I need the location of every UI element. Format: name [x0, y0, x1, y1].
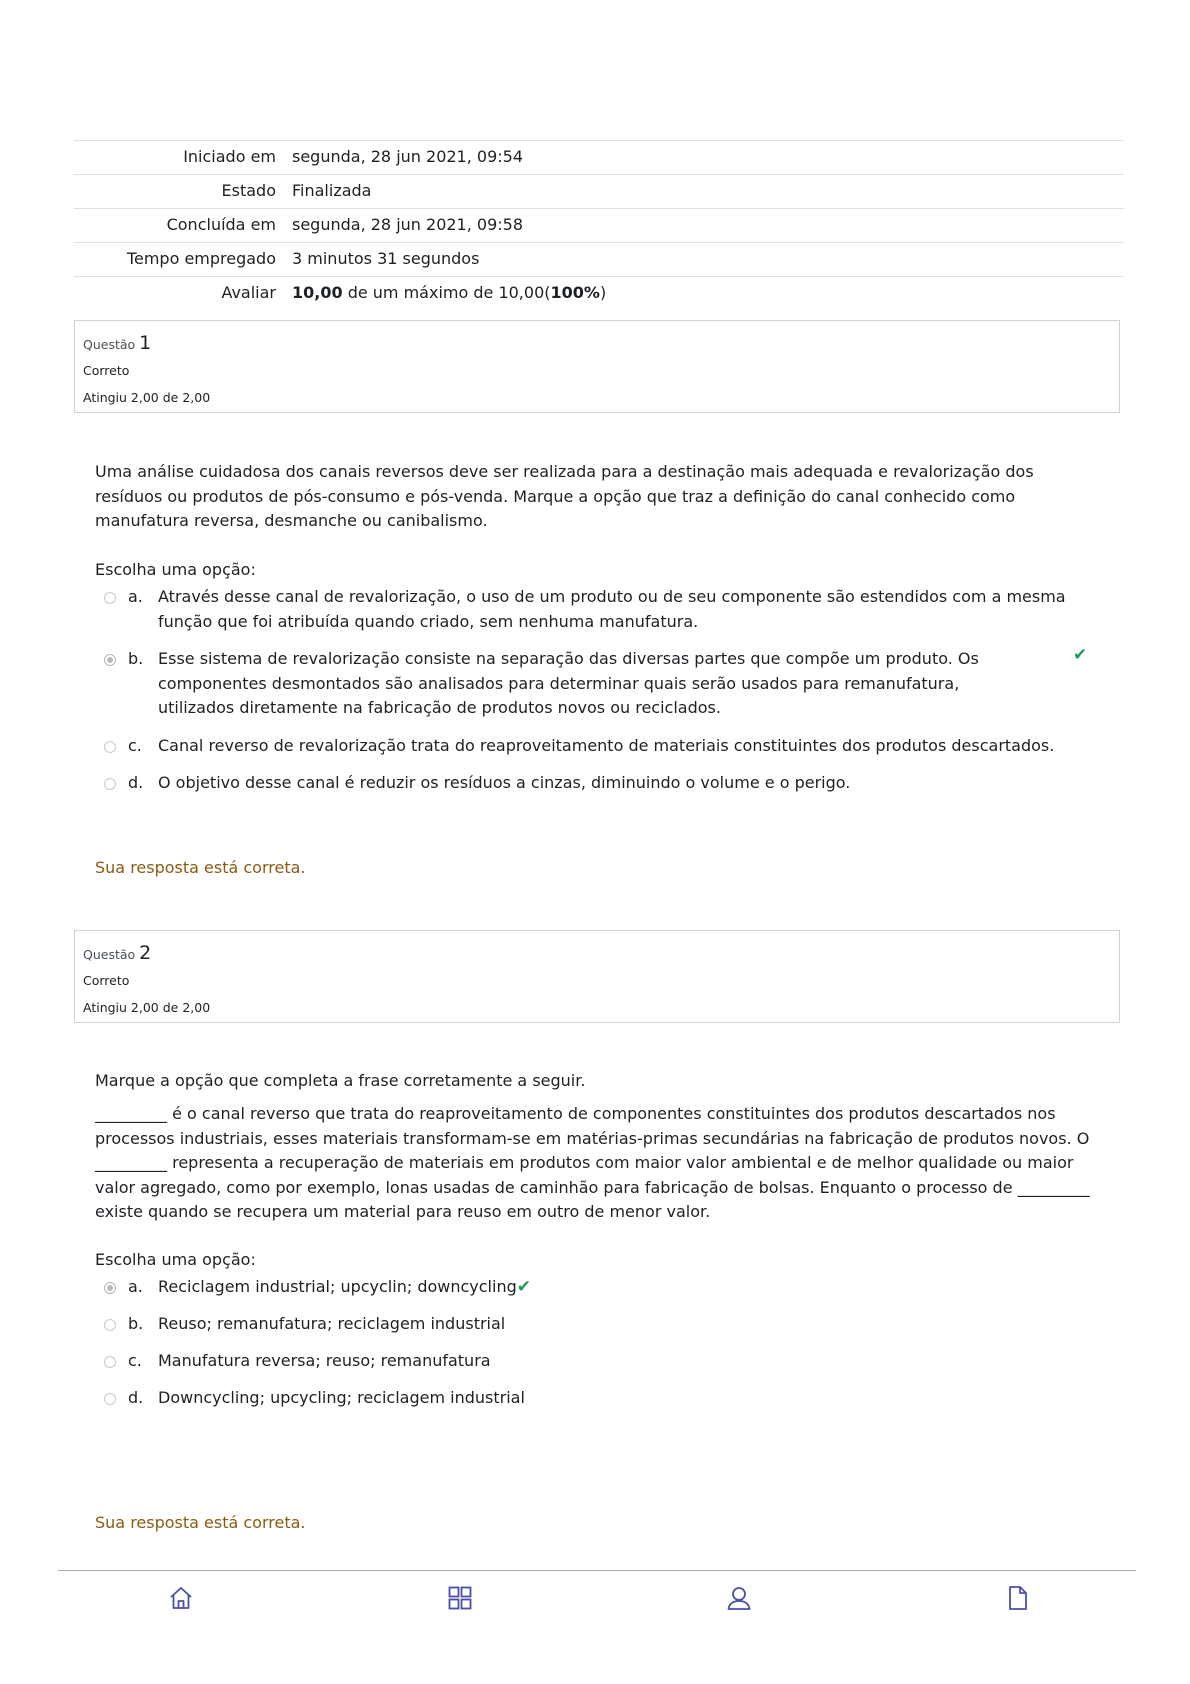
option-text-wrap: [158, 1275, 1094, 1300]
summary-row-started: [74, 141, 1124, 175]
summary-label: Estado: [221, 181, 276, 200]
check-icon: ✔: [516, 1277, 531, 1297]
grade-score: 10,00: [292, 283, 343, 302]
option-letter: d.: [128, 773, 144, 792]
radio-button[interactable]: [104, 778, 116, 790]
summary-row-state: [74, 175, 1124, 209]
summary-row-completed: [74, 209, 1124, 243]
question-label: Questão: [83, 947, 136, 962]
option-letter: c.: [128, 1351, 142, 1370]
question-1-option-d[interactable]: [104, 771, 1094, 796]
radio-button-selected[interactable]: [104, 1282, 116, 1294]
question-2-option-c[interactable]: [104, 1349, 1094, 1374]
check-icon: ✔: [1073, 645, 1088, 665]
user-icon[interactable]: [725, 1584, 753, 1612]
summary-row-time: [74, 243, 1124, 277]
question-status: Correto: [83, 363, 130, 378]
question-1-info: [74, 320, 1120, 413]
radio-button[interactable]: [104, 741, 116, 753]
question-1-option-a[interactable]: [104, 585, 1094, 634]
home-icon[interactable]: [167, 1584, 195, 1612]
bottom-nav-divider: [58, 1570, 1136, 1571]
question-2-info: [74, 930, 1120, 1023]
question-1-option-b[interactable]: [104, 647, 1094, 721]
attempt-summary-table: [74, 140, 1124, 310]
option-letter: a.: [128, 587, 143, 606]
question-2-option-a[interactable]: [104, 1275, 1094, 1300]
question-1-feedback: Sua resposta está correta.: [95, 858, 306, 877]
option-text: Canal reverso de revalorização trata do reaproveitamento de materiais constituintes dos produtos descartados.: [158, 736, 1055, 755]
question-mark: Atingiu 2,00 de 2,00: [83, 390, 211, 405]
question-number-value: 1: [139, 332, 152, 354]
question-1-text: Uma análise cuidadosa dos canais reversos deve ser realizada para a destinação mais adequada e revalorização dos resíduos ou produtos de pós-consumo e pós-venda. Marque a opção que traz a definição do canal conhecido como manufatura reversa, desmanche ou canibalismo.: [95, 462, 1034, 530]
question-number: [83, 329, 1119, 357]
summary-label: Concluída em: [166, 215, 276, 234]
summary-value: 3 minutos 31 segundos: [292, 249, 480, 268]
option-text: Manufatura reversa; reuso; remanufatura: [158, 1351, 491, 1370]
summary-value: segunda, 28 jun 2021, 09:54: [292, 147, 524, 166]
grade-end: ): [599, 283, 607, 302]
grade-percent: 100%: [550, 283, 600, 302]
question-number-value: 2: [139, 942, 152, 964]
radio-button-selected[interactable]: [104, 654, 116, 666]
document-icon[interactable]: [1004, 1584, 1032, 1612]
question-1-option-c[interactable]: [104, 734, 1094, 759]
question-2-option-d[interactable]: [104, 1386, 1094, 1411]
option-text: Downcycling; upcycling; reciclagem industrial: [158, 1388, 525, 1407]
option-text: Reciclagem industrial; upcyclin; downcycling: [158, 1277, 517, 1296]
grid-icon[interactable]: [446, 1584, 474, 1612]
question-2-prompt: Escolha uma opção:: [95, 1250, 256, 1269]
option-letter: a.: [128, 1277, 143, 1296]
radio-button[interactable]: [104, 592, 116, 604]
option-text: Reuso; remanufatura; reciclagem industrial: [158, 1314, 506, 1333]
option-letter: d.: [128, 1388, 144, 1407]
question-2-text: _________ é o canal reverso que trata do reaproveitamento de componentes constituintes dos produtos descartados nos processos industriais, esses materiais transformam-se em matérias-primas secundárias na fabricação de produtos novos. O _________ representa a recuperação de materiais em produtos com maior valor ambiental e de melhor qualidade ou maior valor agregado, como por exemplo, lonas usadas de caminhão para fabricação de bolsas. Enquanto o processo de _________ existe quando se recupera um material para reuso em outro de menor valor.: [95, 1104, 1090, 1221]
radio-button[interactable]: [104, 1393, 116, 1405]
question-2-option-b[interactable]: [104, 1312, 1094, 1337]
question-status: Correto: [83, 973, 130, 988]
question-2-intro: Marque a opção que completa a frase corretamente a seguir.: [95, 1071, 586, 1090]
radio-button[interactable]: [104, 1319, 116, 1331]
grade-middle: de um máximo de 10,00(: [342, 283, 551, 302]
question-mark: Atingiu 2,00 de 2,00: [83, 1000, 211, 1015]
option-letter: b.: [128, 649, 144, 668]
summary-value: Finalizada: [292, 181, 372, 200]
question-number: [83, 939, 1119, 967]
summary-label: Avaliar: [221, 283, 276, 302]
option-text: Esse sistema de revalorização consiste na separação das diversas partes que compõe um produto. Os componentes desmontados são analisados para determinar quais serão usados para remanufatura, utilizados diretamente na fabricação de produtos novos ou reciclados.: [158, 649, 979, 717]
summary-row-grade: [74, 277, 1124, 311]
summary-label: Iniciado em: [183, 147, 276, 166]
summary-label: Tempo empregado: [126, 249, 276, 268]
summary-value: segunda, 28 jun 2021, 09:58: [292, 215, 524, 234]
question-label: Questão: [83, 337, 136, 352]
summary-value: [292, 277, 1124, 311]
option-text: O objetivo desse canal é reduzir os resíduos a cinzas, diminuindo o volume e o perigo.: [158, 773, 851, 792]
question-2-feedback: Sua resposta está correta.: [95, 1513, 306, 1532]
option-text: Através desse canal de revalorização, o uso de um produto ou de seu componente são estendidos com a mesma função que foi atribuída quando criado, sem nenhuma manufatura.: [158, 587, 1066, 631]
radio-button[interactable]: [104, 1356, 116, 1368]
option-letter: b.: [128, 1314, 144, 1333]
question-1-prompt: Escolha uma opção:: [95, 560, 256, 579]
option-letter: c.: [128, 736, 142, 755]
